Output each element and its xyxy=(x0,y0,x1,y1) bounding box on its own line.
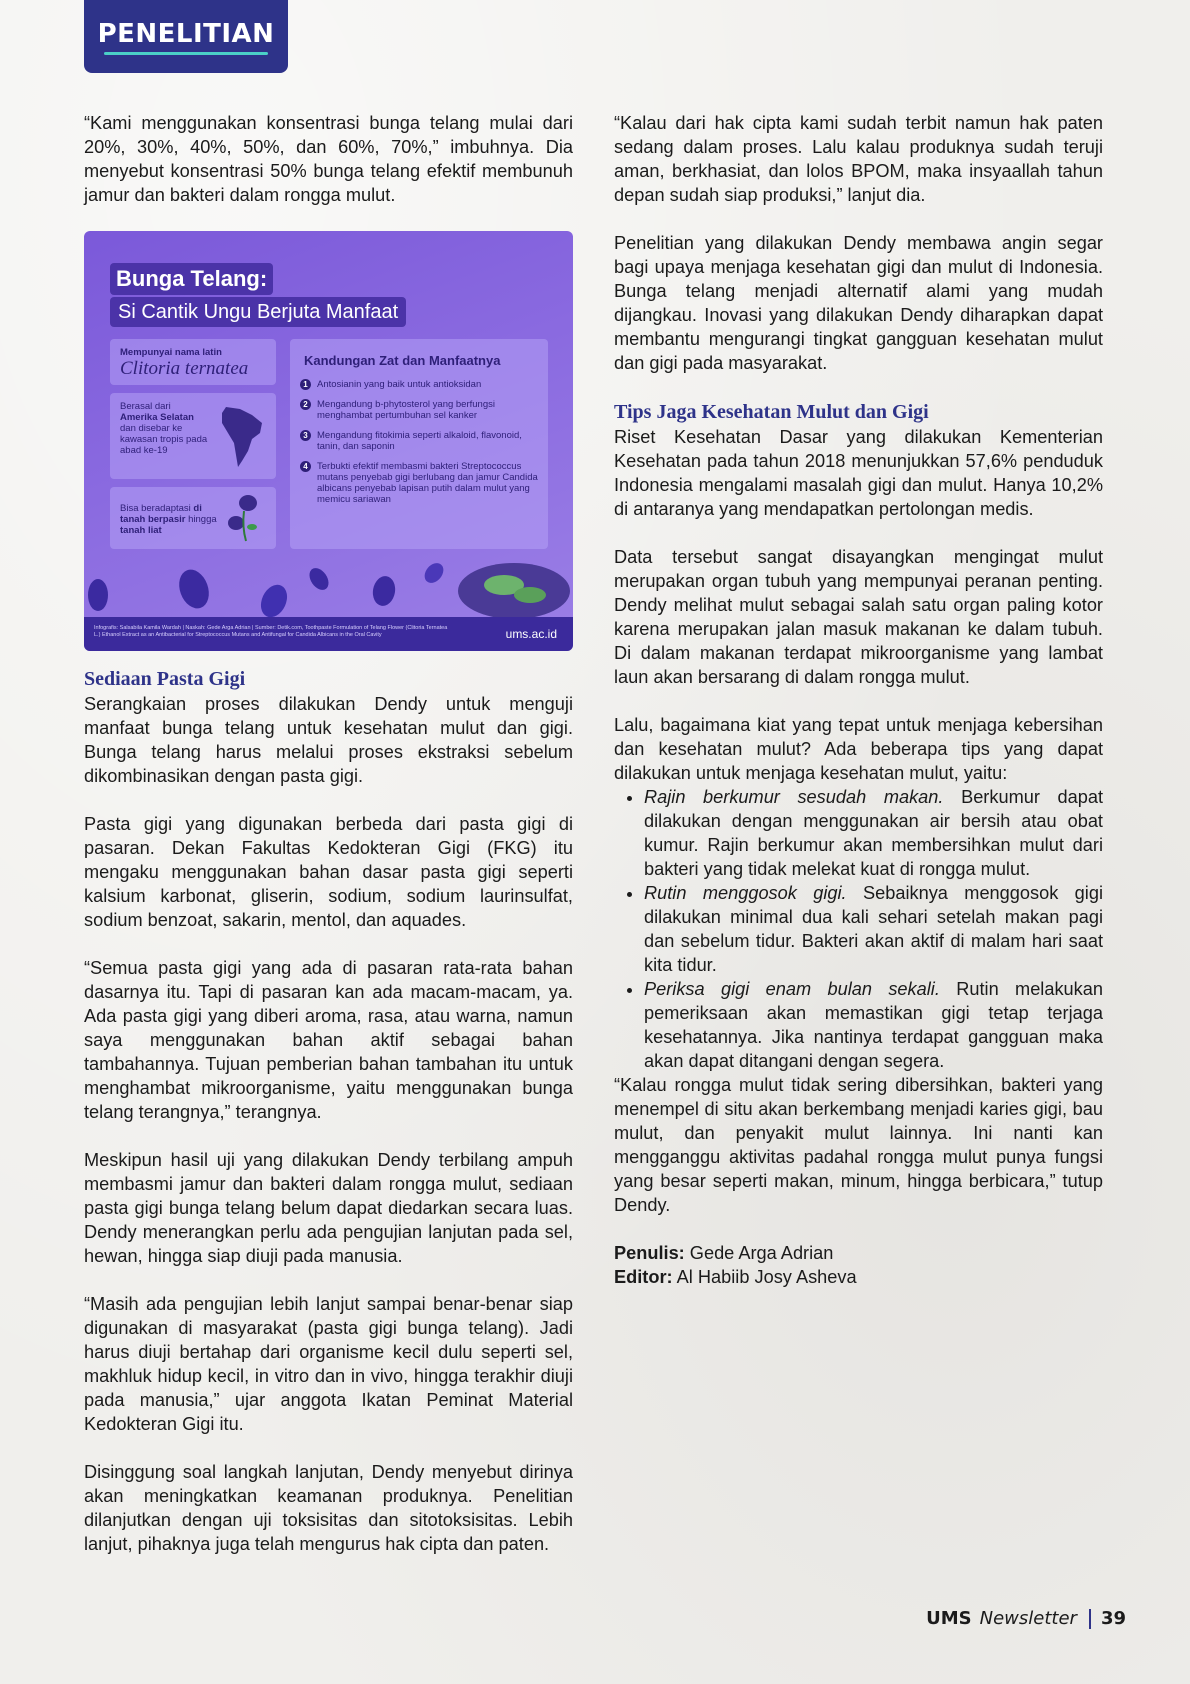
content-item xyxy=(300,430,538,452)
paragraph: Meskipun hasil uji yang dilakukan Dendy terbilang ampuh membasmi jamur dan bakteri dalam rongga mulut, sediaan pasta gigi bunga telang belum dapat diedarkan secara luas. Dendy menerangkan perlu ada pengujian lanjutan pada sel, hewan, hingga siap diuji pada manusia. xyxy=(84,1150,573,1266)
content-item-text: Antosianin yang baik untuk antioksidan xyxy=(317,379,482,390)
tip-title: Rutin menggosok gigi. xyxy=(644,883,847,903)
adapt-text-d: tanah liat xyxy=(120,525,162,536)
footer-brand: UMS xyxy=(926,1608,972,1629)
content-card-title: Kandungan Zat dan Manfaatnya xyxy=(304,353,501,368)
infographic-site: ums.ac.id xyxy=(505,627,557,641)
infographic xyxy=(84,231,573,651)
footer-divider xyxy=(1089,1609,1091,1629)
latin-name: Clitoria ternatea xyxy=(120,358,249,379)
content-item-number: 2 xyxy=(300,399,311,410)
infographic-title xyxy=(110,263,406,327)
tip-text: Rutin melakukan pemeriksaan akan memastikan gigi tetap terjaga kesehatannya. Jika nantinya terdapat gangguan maka akan dapat ditangani dengan segera. xyxy=(644,979,1103,1071)
infographic-title-line2: Si Cantik Ungu Berjuta Manfaat xyxy=(110,297,406,327)
writer-name: Gede Arga Adrian xyxy=(684,1243,834,1263)
origin-text-c: dan disebar ke kawasan tropis pada abad ke-19 xyxy=(120,423,208,456)
writer-credit xyxy=(614,1241,1103,1265)
content-item-text: Mengandung b-phytosterol yang berfungsi menghambat pertumbuhan sel kanker xyxy=(317,399,495,421)
south-america-map-icon xyxy=(218,405,266,469)
paragraph: “Kalau rongga mulut tidak sering dibersihkan, bakteri yang menempel di situ akan berkembang menjadi karies gigi, bau mulut, dan penyakit mulut lainnya. Ini nanti kan mengganggu aktivitas padahal rongga mulut punya fungsi yang besar seperti makan, minum, hingga berbicara,” tutup Dendy. xyxy=(614,1075,1103,1215)
section-tag xyxy=(84,0,288,73)
adapt-text-c: hingga xyxy=(188,514,217,525)
footer-newsletter: Newsletter xyxy=(979,1608,1077,1629)
tips-list xyxy=(614,785,1103,1073)
left-column xyxy=(84,111,573,1580)
section-tag-underline xyxy=(104,52,268,55)
content-item-number: 4 xyxy=(300,461,311,472)
adaptation-card xyxy=(110,487,276,549)
adapt-text-b: di tanah berpasir xyxy=(120,503,202,525)
tip-text: Berkumur dapat dilakukan dengan menggunakan air bersih atau obat kumur. Rajin berkumur akan membersihkan mulut dari bakteri yang tidak melekat kuat di rongga mulut. xyxy=(644,787,1104,879)
flower-icon xyxy=(224,493,264,543)
editor-credit xyxy=(614,1265,1103,1289)
content-item xyxy=(300,399,538,421)
flower-petals-decoration xyxy=(84,551,573,621)
editor-label: Editor: xyxy=(614,1267,673,1287)
paragraph: Riset Kesehatan Dasar yang dilakukan Kementerian Kesehatan pada tahun 2018 menunjukkan 57,6% penduduk Indonesia mengalami masalah gigi dan mulut. Hanya 10,2% di antaranya yang mendapatkan pertolongan medis. xyxy=(614,427,1103,519)
right-column xyxy=(614,111,1103,1289)
page-footer xyxy=(926,1607,1126,1631)
section-heading: Tips Jaga Kesehatan Mulut dan Gigi xyxy=(614,401,929,423)
paragraph: Data tersebut sangat disayangkan mengingat mulut merupakan organ tubuh yang mempunyai peranan penting. Dendy melihat mulut sebagai salah satu organ paling kotor karena merupakan jalan masuk makanan ke dalam tubuh. Di dalam makanan terdapat mikroorganisme yang lambat laun akan bersarang di dalam rongga mulut. xyxy=(614,547,1103,687)
tip-item xyxy=(644,785,1103,881)
section-heading: Sediaan Pasta Gigi xyxy=(84,668,246,690)
paragraph: “Masih ada pengujian lebih lanjut sampai benar-benar siap digunakan di masyarakat (pasta gigi bunga telang). Jadi harus diuji bertahap dari organisme kecil dulu seperti sel, makhluk hidup kecil, in vitro dan in vivo, hingga terakhir diuji pada manusia,” ujar anggota Ikatan Peminat Material Kedokteran Gigi itu. xyxy=(84,1294,573,1434)
adapt-text-a: Bisa beradaptasi xyxy=(120,503,191,514)
paragraph: Pasta gigi yang digunakan berbeda dari pasta gigi di pasaran. Dekan Fakultas Kedokteran Gigi (FKG) itu mengaku menggunakan bahan dasar pasta gigi seperti kalsium karbonat, gliserin, sodium, sodium laurinsulfat, sodium benzoat, sakarin, mentol, dan aquades. xyxy=(84,814,573,930)
content-item-number: 1 xyxy=(300,379,311,390)
paragraph: Lalu, bagaimana kiat yang tepat untuk menjaga kebersihan dan kesehatan mulut? Ada beberapa tips yang dapat dilakukan untuk menjaga kesehatan mulut, yaitu: xyxy=(614,715,1103,783)
tip-item xyxy=(644,881,1103,977)
tip-title: Periksa gigi enam bulan sekali. xyxy=(644,979,940,999)
page-number: 39 xyxy=(1100,1608,1126,1629)
content-item-text: Mengandung fitokimia seperti alkaloid, flavonoid, tanin, dan saponin xyxy=(317,430,522,452)
infographic-source: Infografis: Salsabila Kamila Wardah | Naskah: Gede Arga Adrian | Sumber: Detik.com, Toothpaste Formulation of Telang Flower (Clitoria Ternatea L.) Ethanol Extract as an Antibacterial for Streptococcus Mutans and Antifungal for Candida Albicans in the Oral Cavity xyxy=(94,625,448,638)
tip-title: Rajin berkumur sesudah makan. xyxy=(644,787,944,807)
latin-name-label: Mempunyai nama latin xyxy=(120,347,222,358)
tip-item xyxy=(644,977,1103,1073)
origin-text-a: Berasal dari xyxy=(120,401,171,412)
origin-card xyxy=(110,393,276,479)
content-item xyxy=(300,379,538,390)
origin-text-b: Amerika Selatan xyxy=(120,412,194,423)
paragraph: Penelitian yang dilakukan Dendy membawa angin segar bagi upaya menjaga kesehatan gigi dan mulut di Indonesia. Bunga telang menjadi alternatif alami yang mudah dijangkau. Inovasi yang dilakukan Dendy diharapkan dapat membantu mengurangi tingkat gangguan kesehatan mulut dan gigi pada masyarakat. xyxy=(614,233,1103,373)
content-item xyxy=(300,461,538,505)
paragraph: Disinggung soal langkah lanjutan, Dendy menyebut dirinya akan meningkatkan keamanan produknya. Penelitian dilanjutkan dengan uji toksisitas dan sitotoksisitas. Lebih lanjut, pihaknya juga telah mengurus hak cipta dan paten. xyxy=(84,1462,573,1554)
paragraph: “Kalau dari hak cipta kami sudah terbit namun hak paten sedang dalam proses. Lalu kalau produknya sudah teruji aman, berkhasiat, dan lolos BPOM, maka insyaallah tahun depan sudah siap produksi,” lanjut dia. xyxy=(614,113,1103,205)
infographic-title-line1: Bunga Telang: xyxy=(110,263,273,295)
latin-name-card xyxy=(110,339,276,385)
section-tag-label: PENELITIAN xyxy=(97,18,275,49)
paragraph: “Kami menggunakan konsentrasi bunga telang mulai dari 20%, 30%, 40%, 50%, dan 60%, 70%,” imbuhnya. Dia menyebut konsentrasi 50% bunga telang efektif membunuh jamur dan bakteri dalam rongga mulut. xyxy=(84,113,573,205)
content-card xyxy=(290,339,548,549)
paragraph: “Semua pasta gigi yang ada di pasaran rata-rata bahan dasarnya itu. Tapi di pasaran kan ada macam-macam, ya. Ada pasta gigi yang diberi aroma, rasa, atau warna, namun saya menggunakan bahan aktif sebagai bahan tambahannya. Tujuan pemberian bahan tambahan itu untuk menghambat mikroorganisme, yaitu menggunakan bunga telang terangnya,” terangnya. xyxy=(84,958,573,1122)
infographic-footer xyxy=(84,617,573,651)
content-item-number: 3 xyxy=(300,430,311,441)
writer-label: Penulis: xyxy=(614,1243,685,1263)
editor-name: Al Habiib Josy Asheva xyxy=(672,1267,857,1287)
paragraph: Serangkaian proses dilakukan Dendy untuk menguji manfaat bunga telang untuk kesehatan mulut dan gigi. Bunga telang harus melalui proses ekstraksi sebelum dikombinasikan dengan pasta gigi. xyxy=(84,694,573,786)
credits xyxy=(614,1241,1103,1289)
tip-text: Sebaiknya menggosok gigi dilakukan minimal dua kali sehari setelah makan pagi dan sebelum tidur. Bakteri akan aktif di malam hari saat kita tidur. xyxy=(644,883,1103,975)
content-item-text: Terbukti efektif membasmi bakteri Streptococcus mutans penyebab gigi berlubang dan jamur Candida albicans penyebab lapisan putih dalam mulut yang memicu sariawan xyxy=(317,461,538,505)
